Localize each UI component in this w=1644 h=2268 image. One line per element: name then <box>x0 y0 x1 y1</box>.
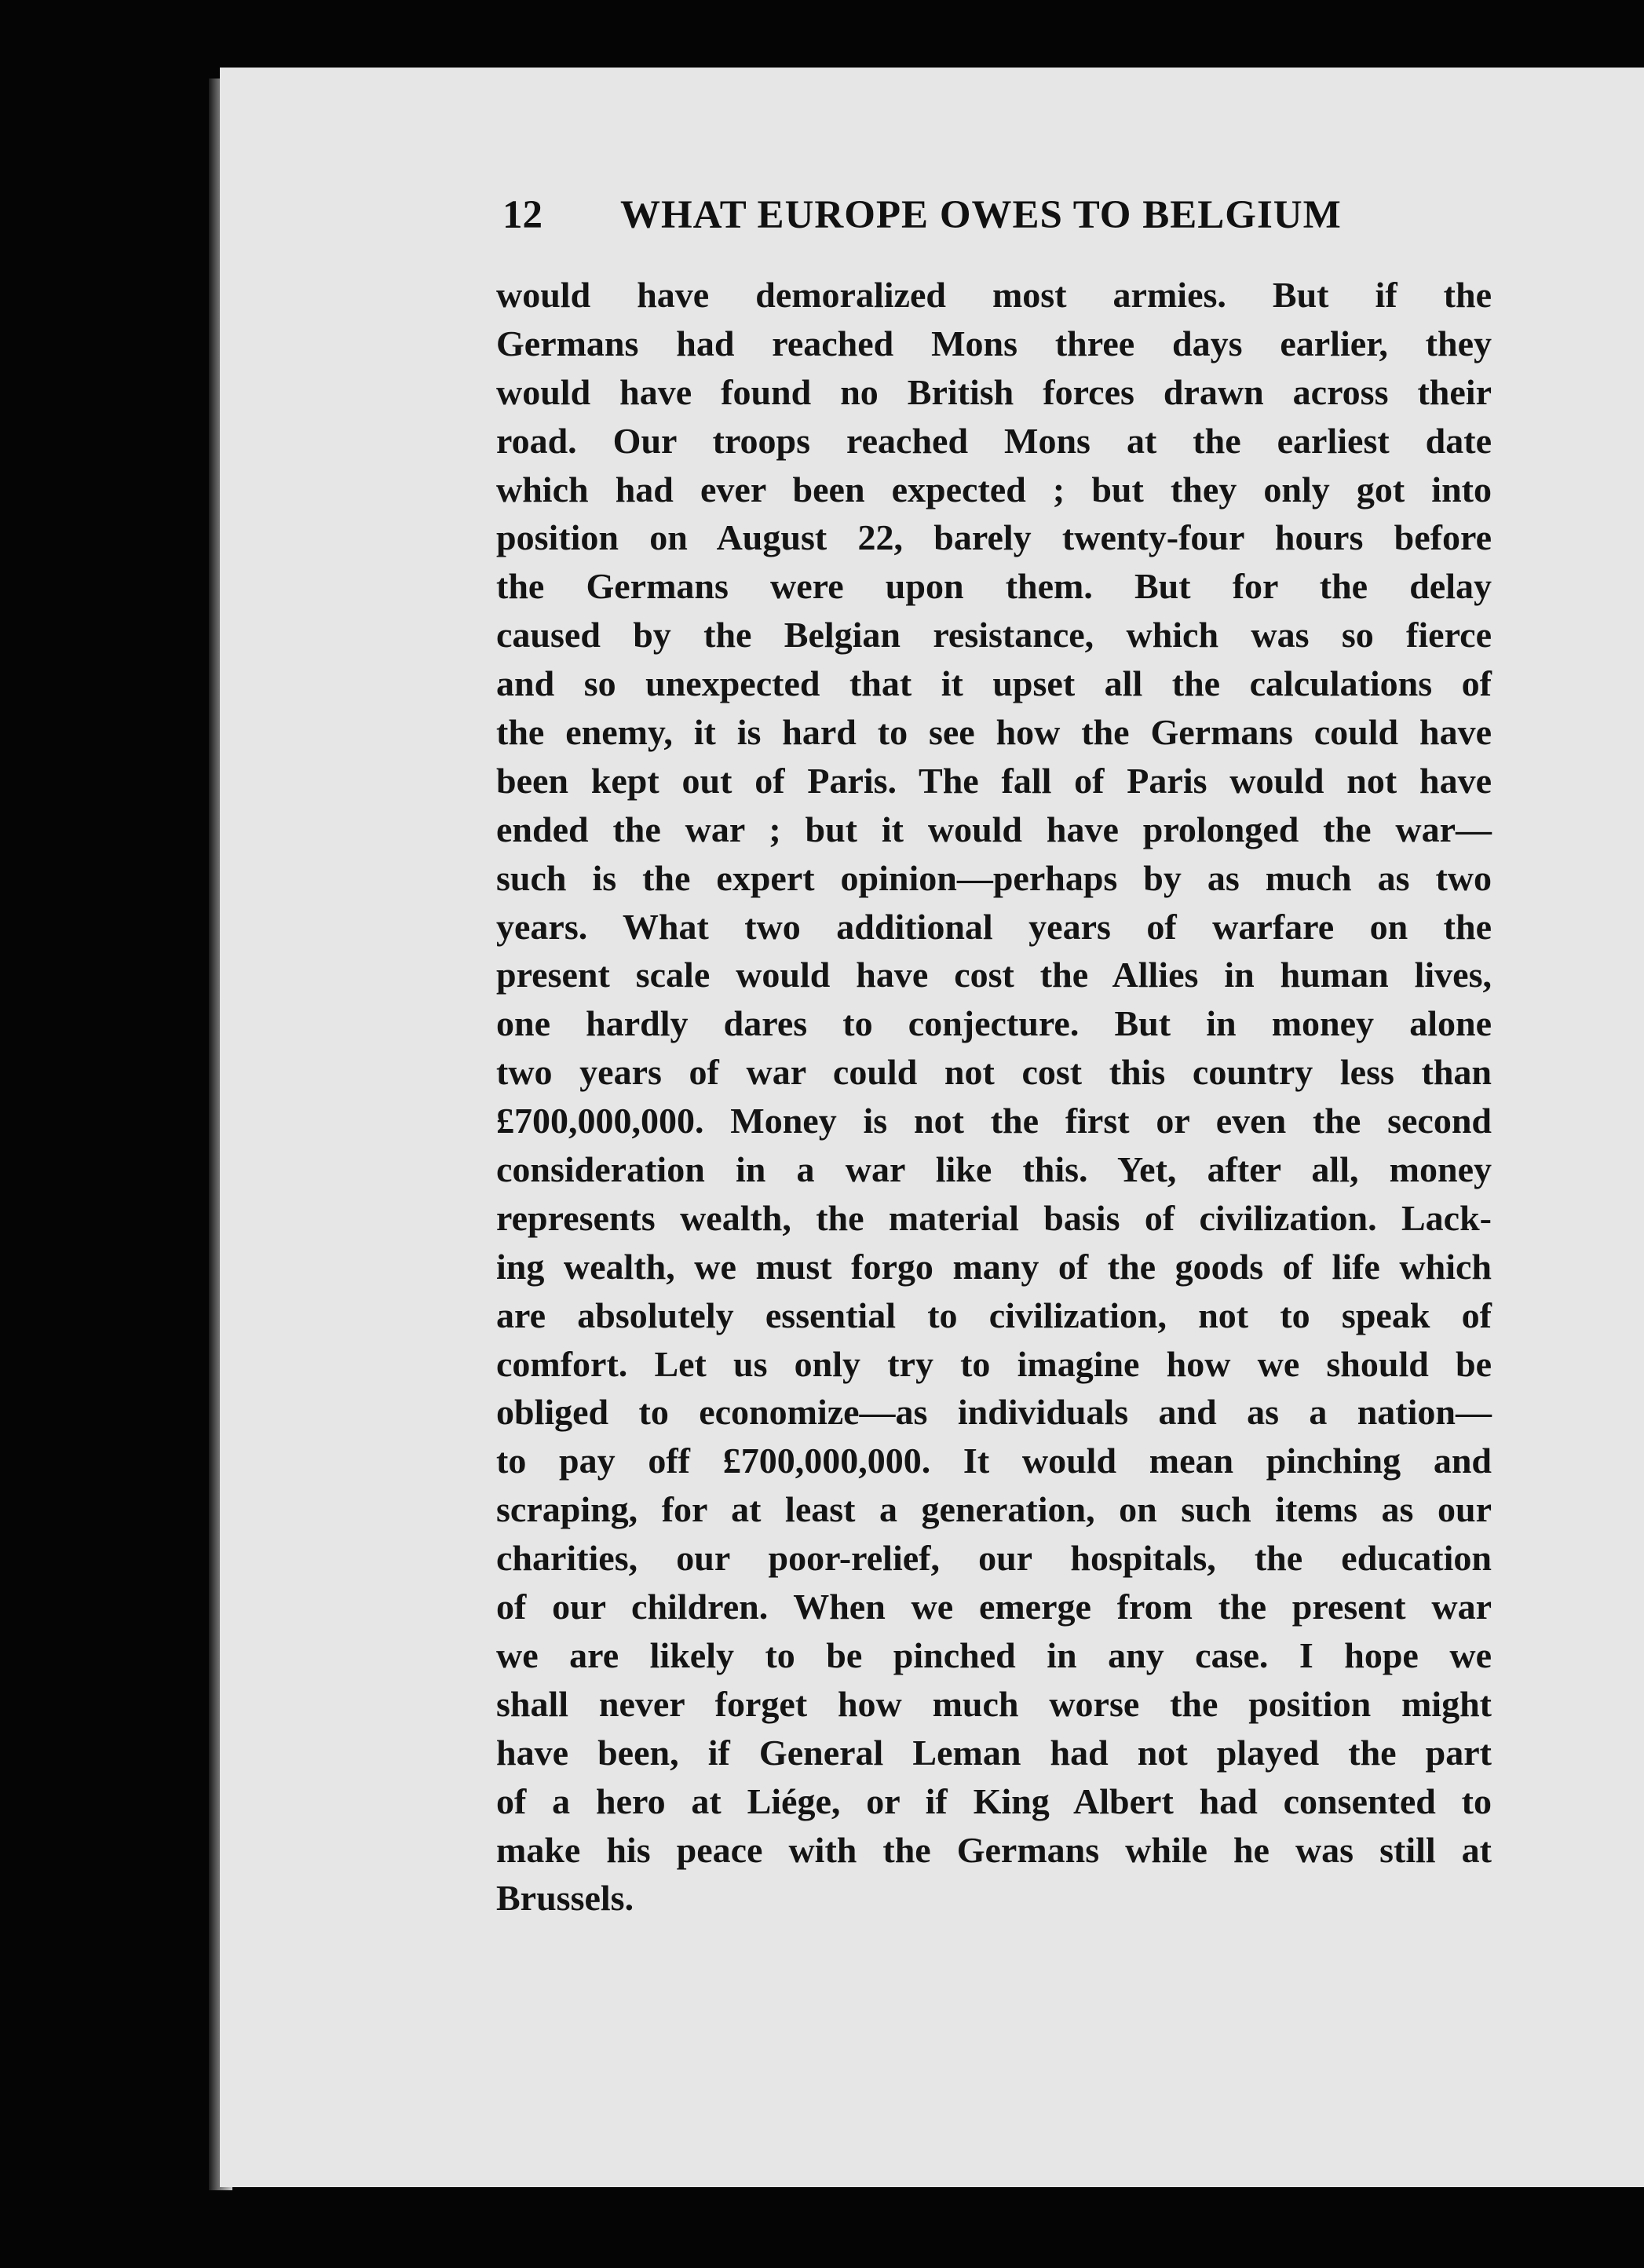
text-line: caused by the Belgian resistance, which was so fierce <box>496 615 1492 656</box>
text-line: would have found no British forces drawn across their <box>496 371 1492 412</box>
text-line: of our children. When we emerge from the present war <box>496 1587 1492 1627</box>
text-line: and so unexpected that it upset all the calculations of <box>496 663 1492 704</box>
text-line: make his peace with the Germans while he was still at <box>496 1829 1492 1870</box>
text-line: charities, our poor-relief, our hospitals, the education <box>496 1538 1492 1579</box>
running-title: WHAT EUROPE OWES TO BELGIUM <box>620 193 1342 237</box>
text-line: years. What two additional years of warfare on the <box>496 906 1492 947</box>
text-line: would have demoralized most armies. But if the <box>496 275 1492 315</box>
running-head <box>502 192 1484 247</box>
text-line: have been, if General Leman had not played the part <box>496 1732 1492 1773</box>
text-line: the enemy, it is hard to see how the Germans could have <box>496 712 1492 753</box>
text-line: present scale would have cost the Allies in human lives, <box>496 955 1492 995</box>
text-line: shall never forget how much worse the position might <box>496 1683 1492 1724</box>
text-line: two years of war could not cost this country less than <box>496 1052 1492 1093</box>
text-line: which had ever been expected ; but they only got into <box>496 469 1492 509</box>
text-line: position on August 22, barely twenty-four hours before <box>496 517 1492 558</box>
text-line: been kept out of Paris. The fall of Paris would not have <box>496 760 1492 801</box>
text-line: Brussels. <box>496 1878 634 1919</box>
text-line: £700,000,000. Money is not the first or even the second <box>496 1101 1492 1141</box>
text-line: ing wealth, we must forgo many of the goods of life which <box>496 1246 1492 1287</box>
text-line: scraping, for at least a generation, on such items as our <box>496 1489 1492 1530</box>
text-line: to pay off £700,000,000. It would mean pinching and <box>496 1441 1492 1481</box>
text-line: we are likely to be pinched in any case. I hope we <box>496 1634 1492 1675</box>
text-line: the Germans were upon them. But for the delay <box>496 566 1492 607</box>
text-line: road. Our troops reached Mons at the earliest date <box>496 420 1492 461</box>
text-line: Germans had reached Mons three days earlier, they <box>496 323 1492 363</box>
text-line: comfort. Let us only try to imagine how we should be <box>496 1343 1492 1384</box>
body-text <box>496 271 1492 1923</box>
text-line: represents wealth, the material basis of civilization. Lack- <box>496 1197 1492 1238</box>
text-line: ended the war ; but it would have prolonged the war— <box>496 809 1492 849</box>
text-line: obliged to economize—as individuals and as a nation— <box>496 1392 1492 1433</box>
text-line: are absolutely essential to civilization, not to speak of <box>496 1295 1492 1335</box>
page-number: 12 <box>502 193 543 237</box>
text-line: of a hero at Liége, or if King Albert had consented to <box>496 1780 1492 1821</box>
text-line: one hardly dares to conjecture. But in money alone <box>496 1003 1492 1044</box>
text-line: consideration in a war like this. Yet, after all, money <box>496 1149 1492 1190</box>
text-line: such is the expert opinion—perhaps by as much as two <box>496 857 1492 898</box>
